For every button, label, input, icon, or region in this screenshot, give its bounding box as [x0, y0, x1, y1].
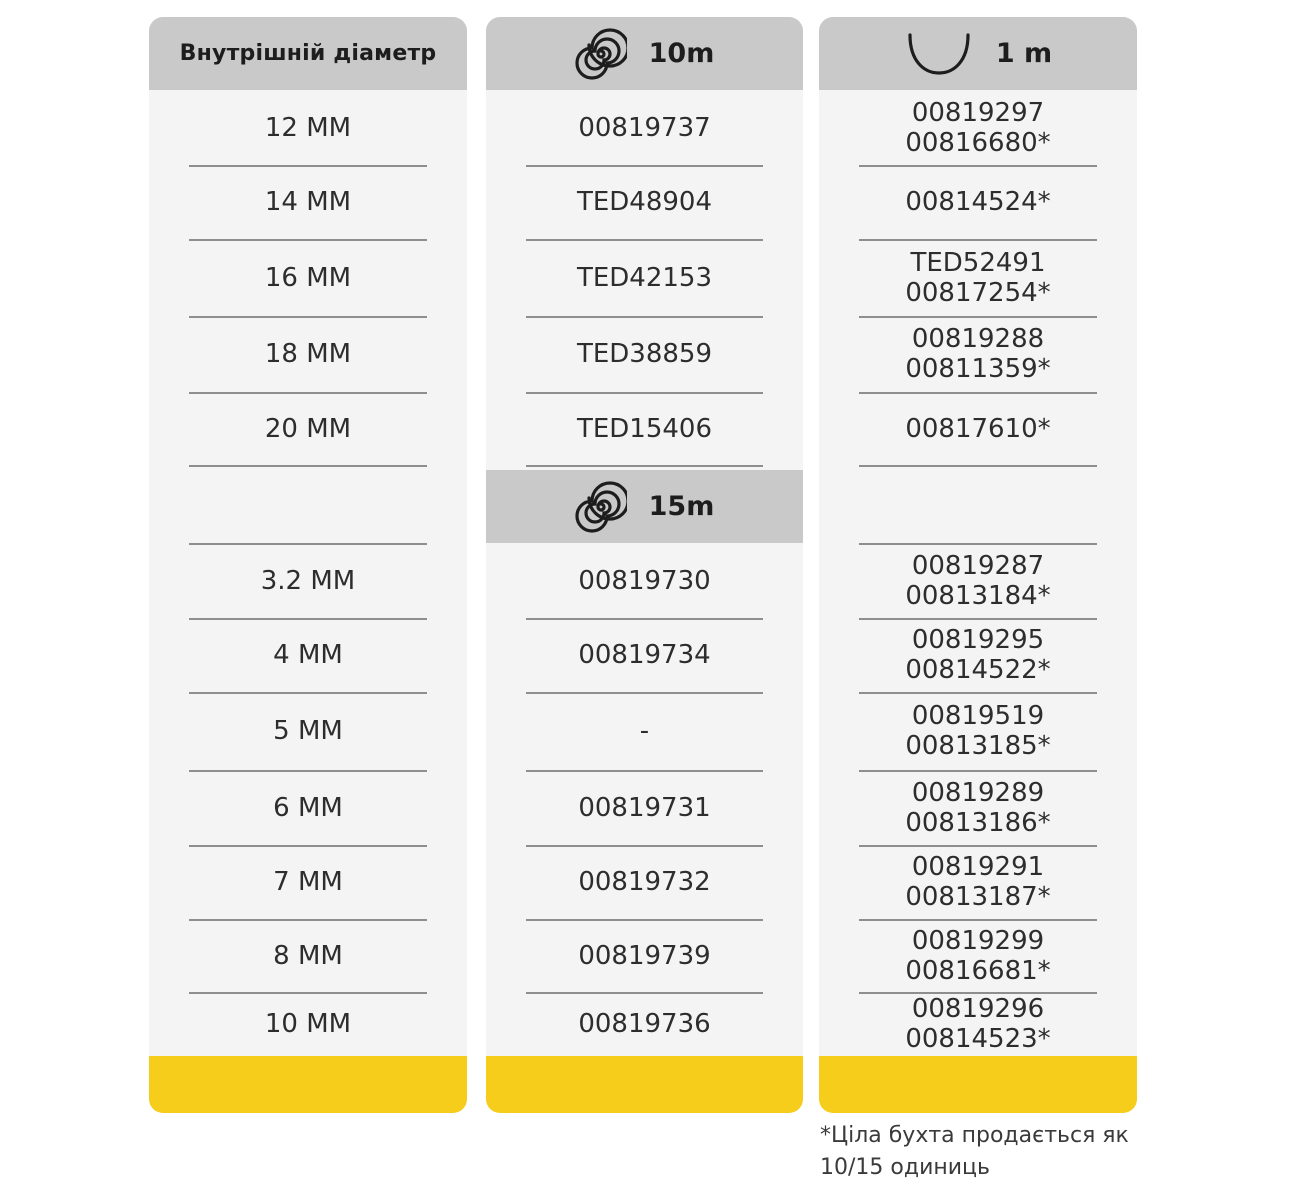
table-cell — [859, 845, 1097, 919]
coil-15m-header — [486, 470, 803, 543]
row-divider — [189, 465, 427, 467]
table-cell — [526, 692, 763, 770]
part-number: 00813187* — [905, 882, 1051, 912]
coil-10m-value: TED15406 — [576, 413, 713, 444]
coil-spiral-icon — [575, 481, 627, 533]
row-divider — [189, 392, 427, 394]
table-cell — [189, 392, 427, 465]
row-divider — [859, 239, 1097, 241]
table-cell — [859, 770, 1097, 845]
part-number: 00819287 — [911, 550, 1045, 581]
piece-column — [819, 17, 1137, 1113]
coil-10m-value: TED38859 — [576, 339, 713, 369]
table-cell — [859, 90, 1097, 165]
row-divider — [189, 992, 427, 994]
part-number: 00813186* — [905, 807, 1051, 838]
diameter-value: 12 ММ — [264, 112, 352, 143]
row-divider — [859, 165, 1097, 167]
diameter-value: 18 ММ — [264, 339, 352, 369]
part-number: 00814524* — [905, 187, 1051, 217]
table-cell — [526, 543, 763, 618]
table-cell — [859, 919, 1097, 992]
row-divider — [189, 919, 427, 921]
coil-10m-value: TED48904 — [576, 187, 713, 217]
diameter-header — [149, 17, 467, 90]
row-divider — [859, 316, 1097, 318]
diameter-value: 14 ММ — [264, 187, 352, 217]
row-divider — [189, 770, 427, 772]
row-divider — [859, 992, 1097, 994]
table-cell — [859, 543, 1097, 618]
table-cell — [189, 845, 427, 919]
footnote-line-2: 10/15 одиниць — [820, 1155, 990, 1180]
row-divider — [526, 465, 763, 467]
table-cell — [859, 465, 1097, 543]
row-divider — [859, 845, 1097, 847]
row-divider — [526, 992, 763, 994]
part-number: 00816681* — [905, 955, 1051, 986]
table-cell — [859, 239, 1097, 316]
coil-15m-value: 00819734 — [578, 640, 711, 670]
row-divider — [859, 392, 1097, 394]
row-divider — [189, 543, 427, 545]
table-cell — [189, 992, 427, 1056]
coil-10m-label: 10m — [648, 38, 715, 69]
diameter-value: 5 ММ — [273, 716, 343, 746]
row-divider — [189, 165, 427, 167]
footer-bar — [819, 1056, 1137, 1113]
table-cell — [526, 618, 763, 692]
diameter-value: 8 ММ — [273, 940, 343, 971]
part-number: 00819299 — [911, 925, 1045, 956]
table-cell — [526, 992, 763, 1056]
row-divider — [526, 845, 763, 847]
part-number: 00817610* — [905, 413, 1051, 444]
coil-10m-value: TED42153 — [576, 262, 713, 293]
footer-bar — [486, 1056, 803, 1113]
coil-15m-value: 00819736 — [578, 1009, 711, 1039]
table-cell — [526, 165, 763, 239]
diameter-value: 4 ММ — [273, 640, 343, 670]
row-divider — [189, 239, 427, 241]
piece-1m-label: 1 m — [995, 38, 1053, 69]
coil-15m-value: 00819730 — [578, 565, 711, 596]
part-number: 00816680* — [905, 127, 1051, 158]
part-number: 00814522* — [905, 655, 1051, 685]
part-number: TED52491 — [910, 247, 1046, 278]
table-cell — [189, 770, 427, 845]
footer-bar — [149, 1056, 467, 1113]
table-cell — [189, 316, 427, 392]
part-number: 00819296 — [911, 994, 1045, 1024]
table-cell — [859, 692, 1097, 770]
piece-1m-header — [819, 17, 1137, 90]
part-number: 00819291 — [911, 852, 1045, 882]
table-cell — [189, 465, 427, 543]
diameter-value: 3.2 ММ — [260, 565, 356, 596]
table-cell — [859, 316, 1097, 392]
diameter-value: 20 ММ — [264, 413, 352, 444]
row-divider — [189, 316, 427, 318]
row-divider — [189, 845, 427, 847]
part-number: 00819519 — [911, 701, 1045, 731]
table-cell — [189, 90, 427, 165]
row-divider — [526, 618, 763, 620]
diameter-value: 10 ММ — [264, 1009, 352, 1039]
table-cell — [189, 692, 427, 770]
row-divider — [859, 919, 1097, 921]
diameter-header-label: Внутрішній діаметр — [179, 41, 437, 66]
row-divider — [859, 770, 1097, 772]
row-divider — [526, 165, 763, 167]
diameter-value: 7 ММ — [273, 867, 343, 897]
footnote — [820, 1120, 1150, 1184]
coil-spiral-icon — [575, 28, 627, 80]
table-cell — [189, 239, 427, 316]
tube-curve-icon — [904, 31, 974, 77]
row-divider — [526, 692, 763, 694]
table-cell — [859, 165, 1097, 239]
part-number: 00817254* — [905, 277, 1051, 308]
diameter-value: 6 ММ — [273, 792, 343, 823]
diameter-value: 16 ММ — [264, 262, 352, 293]
coil-10m-value: 00819737 — [578, 112, 711, 143]
table-cell — [526, 239, 763, 316]
coil-column — [486, 17, 803, 1113]
row-divider — [189, 618, 427, 620]
table-cell — [526, 392, 763, 465]
row-divider — [859, 692, 1097, 694]
table-cell — [189, 618, 427, 692]
part-number: 00819288 — [911, 324, 1045, 354]
part-number: 00814523* — [905, 1024, 1051, 1054]
table-cell — [526, 919, 763, 992]
row-divider — [526, 239, 763, 241]
row-divider — [526, 919, 763, 921]
part-number: 00813184* — [905, 580, 1051, 611]
part-number: 00819297 — [911, 97, 1045, 128]
table-cell — [189, 543, 427, 618]
part-number: 00819295 — [911, 625, 1045, 655]
coil-15m-value: - — [639, 716, 650, 746]
coil-10m-header — [486, 17, 803, 90]
coil-15m-label: 15m — [648, 491, 715, 522]
footnote-line-1: *Ціла бухта продається як — [820, 1123, 1129, 1148]
diameter-column — [149, 17, 467, 1113]
row-divider — [526, 316, 763, 318]
row-divider — [859, 543, 1097, 545]
table-cell — [189, 919, 427, 992]
table-cell — [526, 90, 763, 165]
part-number: 00811359* — [905, 354, 1051, 384]
coil-15m-value: 00819732 — [578, 867, 711, 897]
table-cell — [859, 392, 1097, 465]
coil-15m-value: 00819739 — [578, 940, 711, 971]
part-number: 00819289 — [911, 777, 1045, 808]
row-divider — [526, 770, 763, 772]
table-cell — [189, 165, 427, 239]
part-number: 00813185* — [905, 731, 1051, 761]
row-divider — [526, 392, 763, 394]
row-divider — [859, 465, 1097, 467]
row-divider — [859, 618, 1097, 620]
table-cell — [859, 618, 1097, 692]
table-cell — [526, 845, 763, 919]
table-cell — [526, 316, 763, 392]
row-divider — [189, 692, 427, 694]
table-cell — [526, 770, 763, 845]
table-cell — [859, 992, 1097, 1056]
coil-15m-value: 00819731 — [578, 792, 711, 823]
